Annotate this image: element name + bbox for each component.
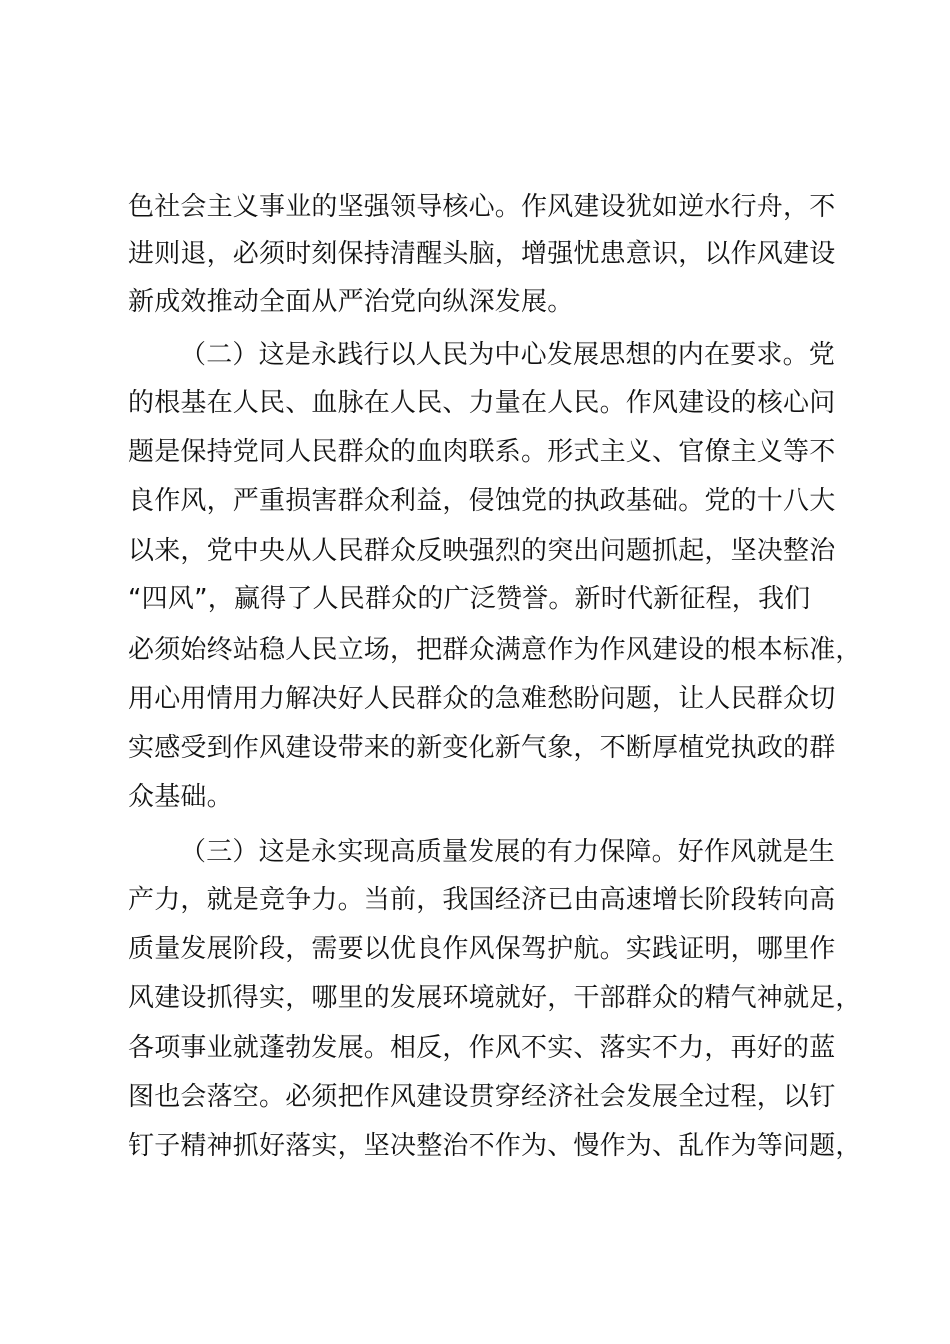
text-line: “四风”，赢得了人民群众的广泛赞誉。新时代新征程，我们 — [128, 584, 811, 614]
text-line: 题是保持党同人民群众的血肉联系。形式主义、官僚主义等不 — [128, 437, 836, 467]
text-line: 图也会落空。必须把作风建设贯穿经济社会发展全过程，以钉 — [128, 1082, 836, 1112]
text-line: 用心用情用力解决好人民群众的急难愁盼问题，让人民群众切 — [128, 684, 836, 714]
text-line: 色社会主义事业的坚强领导核心。作风建设犹如逆水行舟，不 — [128, 192, 836, 222]
text-line: 的根基在人民、血脉在人民、力量在人民。作风建设的核心问 — [128, 388, 836, 418]
text-line: 必须始终站稳人民立场，把群众满意作为作风建设的根本标准， — [128, 635, 862, 665]
text-line: 实感受到作风建设带来的新变化新气象，不断厚植党执政的群 — [128, 733, 836, 763]
text-line: 新成效推动全面从严治党向纵深发展。 — [128, 287, 574, 317]
text-line: 众基础。 — [128, 782, 233, 812]
text-line: 钉子精神抓好落实，坚决整治不作为、慢作为、乱作为等问题， — [128, 1131, 862, 1161]
text-line: 各项事业就蓬勃发展。相反，作风不实、落实不力，再好的蓝 — [128, 1033, 836, 1063]
text-line: 良作风，严重损害群众利益，侵蚀党的执政基础。党的十八大 — [128, 486, 836, 516]
text-line: 质量发展阶段，需要以优良作风保驾护航。实践证明，哪里作 — [128, 934, 836, 964]
text-line: 进则退，必须时刻保持清醒头脑，增强忧患意识，以作风建设 — [128, 239, 836, 269]
paragraph-heading-3: （三）这是永实现高质量发展的有力保障。好作风就是生 — [180, 837, 836, 867]
paragraph-heading-2: （二）这是永践行以人民为中心发展思想的内在要求。党 — [180, 340, 836, 370]
text-line: 以来，党中央从人民群众反映强烈的突出问题抓起，坚决整治 — [128, 536, 836, 566]
text-line: 风建设抓得实，哪里的发展环境就好，干部群众的精气神就足， — [128, 983, 862, 1013]
text-line: 产力，就是竞争力。当前，我国经济已由高速增长阶段转向高 — [128, 885, 836, 915]
